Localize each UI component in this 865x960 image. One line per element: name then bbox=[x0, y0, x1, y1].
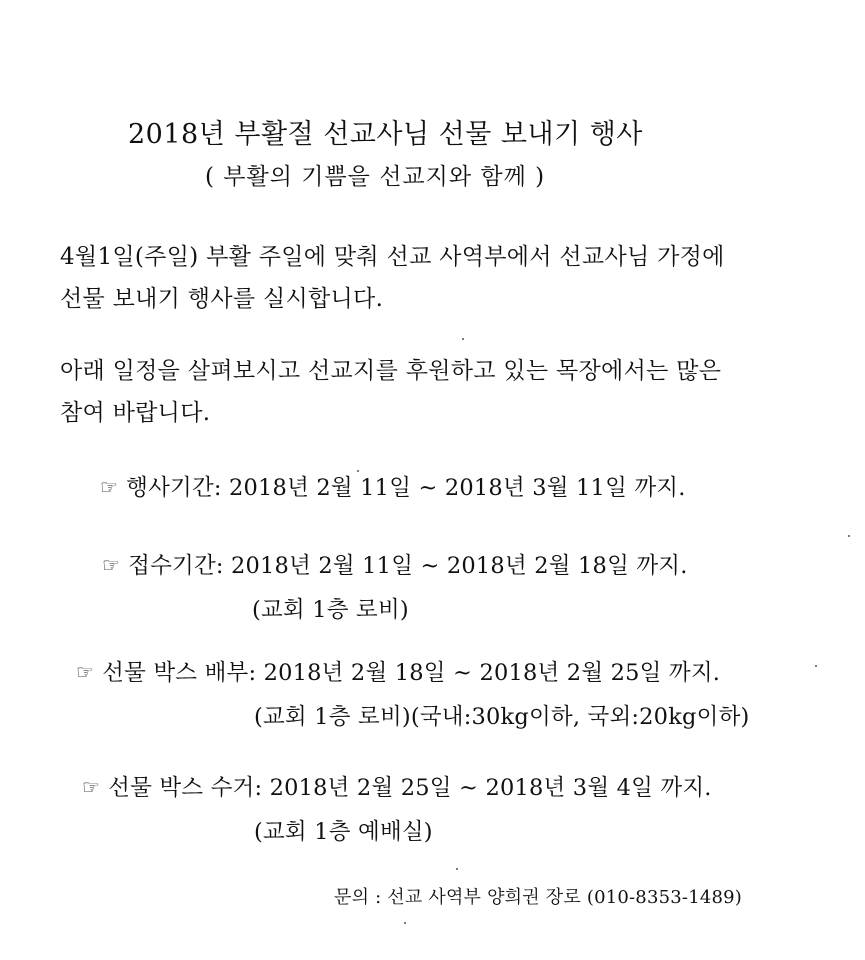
contact-info: 문의 : 선교 사역부 양희권 장로 (010-8353-1489) bbox=[334, 887, 743, 908]
document-title: 2018년 부활절 선교사님 선물 보내기 행사 bbox=[128, 119, 643, 150]
pointing-hand-icon: ☞ bbox=[76, 660, 95, 684]
schedule-location-note: (교회 1층 로비)(국내:30kg이하, 국외:20kg이하) bbox=[254, 704, 750, 730]
scan-speck bbox=[357, 470, 359, 472]
schedule-box-distribution bbox=[76, 655, 750, 731]
schedule-event-period bbox=[100, 470, 686, 502]
schedule-registration-period bbox=[102, 548, 688, 624]
document-subtitle: ( 부활의 기쁨을 선교지와 함께 ) bbox=[205, 164, 546, 190]
schedule-label: 행사기간: 2018년 2월 11일 ~ 2018년 3월 11일 까지. bbox=[126, 475, 686, 501]
request-paragraph bbox=[60, 350, 721, 434]
scan-speck bbox=[456, 868, 458, 870]
pointing-hand-icon: ☞ bbox=[82, 775, 101, 799]
intro-paragraph bbox=[60, 236, 725, 320]
schedule-location-note: (교회 1층 예배실) bbox=[254, 819, 433, 845]
scan-speck bbox=[404, 922, 406, 924]
schedule-label: 선물 박스 수거: 2018년 2월 25일 ~ 2018년 3월 4일 까지. bbox=[108, 775, 712, 801]
request-line-2: 참여 바랍니다. bbox=[60, 400, 211, 426]
schedule-label: 접수기간: 2018년 2월 11일 ~ 2018년 2월 18일 까지. bbox=[128, 553, 688, 579]
schedule-box-collection bbox=[82, 770, 712, 846]
intro-line-1: 4월1일(주일) 부활 주일에 맞춰 선교 사역부에서 선교사님 가정에 bbox=[60, 244, 725, 270]
scan-speck bbox=[815, 665, 817, 667]
schedule-label: 선물 박스 배부: 2018년 2월 18일 ~ 2018년 2월 25일 까지. bbox=[102, 660, 721, 686]
scan-speck bbox=[848, 535, 850, 537]
pointing-hand-icon: ☞ bbox=[100, 475, 119, 499]
intro-line-2: 선물 보내기 행사를 실시합니다. bbox=[60, 286, 384, 312]
request-line-1: 아래 일정을 살펴보시고 선교지를 후원하고 있는 목장에서는 많은 bbox=[60, 358, 722, 384]
scan-speck bbox=[462, 338, 464, 340]
pointing-hand-icon: ☞ bbox=[102, 553, 121, 577]
schedule-location-note: (교회 1층 로비) bbox=[252, 597, 409, 623]
